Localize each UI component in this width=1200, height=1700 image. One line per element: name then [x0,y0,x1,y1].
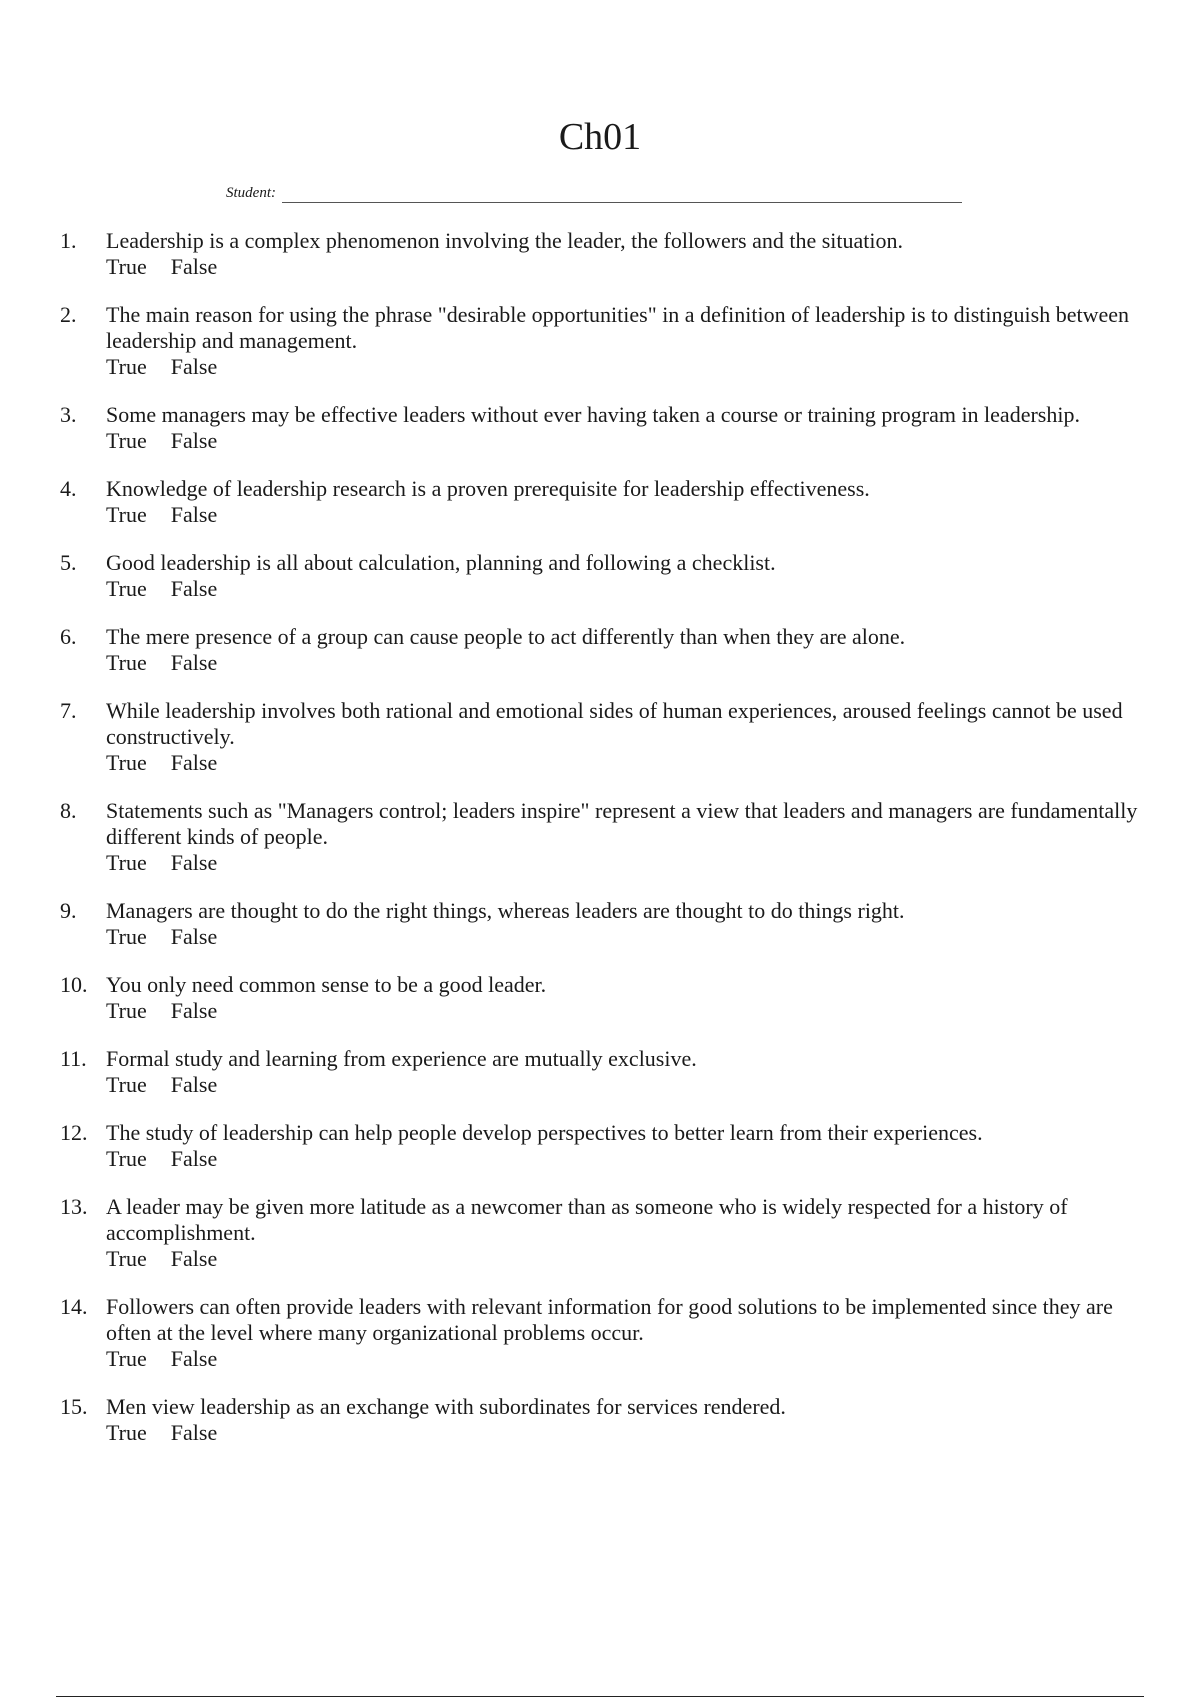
answer-option-false[interactable]: False [170,354,218,379]
question-text: While leadership involves both rational and emotional sides of human experiences, aroused feelings cannot be used constructively. [106,698,1123,749]
student-label: Student: [226,185,276,201]
question-number: 14. [60,1294,88,1319]
student-name-line[interactable] [282,184,962,203]
answer-option-false[interactable]: False [170,1420,218,1445]
question-item [60,1394,1140,1446]
answer-option-false[interactable]: False [170,998,218,1023]
answer-option-true[interactable]: True [106,502,147,527]
answer-option-true[interactable]: True [106,428,147,453]
question-body [106,402,1140,454]
answer-option-false[interactable]: False [170,254,218,279]
question-text: Formal study and learning from experience are mutually exclusive. [106,1046,697,1071]
question-number: 9. [60,898,77,923]
answer-option-true[interactable]: True [106,924,147,949]
question-item [60,898,1140,950]
question-body [106,1194,1140,1272]
question-body [106,302,1140,380]
answer-options [106,750,1140,776]
question-text: Managers are thought to do the right things, whereas leaders are thought to do things right. [106,898,905,923]
question-text: Some managers may be effective leaders without ever having taken a course or training program in leadership. [106,402,1080,427]
answer-option-true[interactable]: True [106,1420,147,1445]
answer-option-false[interactable]: False [170,576,218,601]
answer-option-false[interactable]: False [170,1246,218,1271]
answer-option-false[interactable]: False [170,1346,218,1371]
student-field [226,183,962,203]
question-item [60,550,1140,602]
question-text: The mere presence of a group can cause people to act differently than when they are alone. [106,624,906,649]
answer-option-true[interactable]: True [106,576,147,601]
answer-option-false[interactable]: False [170,650,218,675]
question-body [106,228,1140,280]
question-number: 11. [60,1046,87,1071]
answer-option-false[interactable]: False [170,502,218,527]
answer-option-true[interactable]: True [106,750,147,775]
question-number: 8. [60,798,77,823]
question-text: The study of leadership can help people develop perspectives to better learn from their experiences. [106,1120,983,1145]
answer-options [106,1346,1140,1372]
question-text: The main reason for using the phrase "desirable opportunities" in a definition of leadership is to distinguish between leadership and management. [106,302,1129,353]
answer-option-true[interactable]: True [106,650,147,675]
answer-option-true[interactable]: True [106,998,147,1023]
question-body [106,550,1140,602]
answer-option-true[interactable]: True [106,354,147,379]
question-body [106,476,1140,528]
answer-option-false[interactable]: False [170,428,218,453]
answer-option-false[interactable]: False [170,850,218,875]
answer-options [106,998,1140,1024]
question-text: Leadership is a complex phenomenon involving the leader, the followers and the situation. [106,228,904,253]
answer-options [106,1072,1140,1098]
question-text: Statements such as "Managers control; leaders inspire" represent a view that leaders and managers are fundamentally different kinds of people. [106,798,1138,849]
question-body [106,1294,1140,1372]
question-item [60,1046,1140,1098]
answer-option-false[interactable]: False [170,1146,218,1171]
question-number: 7. [60,698,77,723]
question-number: 15. [60,1394,88,1419]
question-number: 13. [60,1194,88,1219]
answer-options [106,850,1140,876]
answer-options [106,428,1140,454]
question-text: A leader may be given more latitude as a newcomer than as someone who is widely respected for a history of accomplishment. [106,1194,1068,1245]
answer-options [106,1146,1140,1172]
question-item [60,476,1140,528]
question-item [60,228,1140,280]
question-number: 2. [60,302,77,327]
question-item [60,302,1140,380]
question-number: 6. [60,624,77,649]
answer-option-true[interactable]: True [106,254,147,279]
question-item [60,798,1140,876]
question-number: 4. [60,476,77,501]
answer-options [106,254,1140,280]
page-title: Ch01 [558,116,642,158]
question-item [60,624,1140,676]
answer-option-false[interactable]: False [170,750,218,775]
question-number: 1. [60,228,77,253]
answer-option-true[interactable]: True [106,850,147,875]
question-text: Followers can often provide leaders with relevant information for good solutions to be implemented since they are often at the level where many organizational problems occur. [106,1294,1113,1345]
question-body [106,1120,1140,1172]
question-item [60,402,1140,454]
question-body [106,798,1140,876]
footer-rule [56,1696,1144,1697]
question-body [106,1046,1140,1098]
answer-options [106,502,1140,528]
question-body [106,698,1140,776]
question-text: Men view leadership as an exchange with subordinates for services rendered. [106,1394,786,1419]
question-item [60,1120,1140,1172]
answer-option-true[interactable]: True [106,1072,147,1097]
question-list [60,228,1140,1468]
question-text: You only need common sense to be a good leader. [106,972,547,997]
question-item [60,972,1140,1024]
question-number: 10. [60,972,88,997]
answer-options [106,1420,1140,1446]
question-text: Good leadership is all about calculation, planning and following a checklist. [106,550,776,575]
answer-option-true[interactable]: True [106,1146,147,1171]
question-number: 5. [60,550,77,575]
answer-options [106,650,1140,676]
answer-option-true[interactable]: True [106,1346,147,1371]
question-item [60,698,1140,776]
question-text: Knowledge of leadership research is a proven prerequisite for leadership effectiveness. [106,476,870,501]
answer-options [106,354,1140,380]
answer-option-false[interactable]: False [170,1072,218,1097]
answer-option-true[interactable]: True [106,1246,147,1271]
question-body [106,1394,1140,1446]
question-number: 12. [60,1120,88,1145]
answer-options [106,576,1140,602]
answer-option-false[interactable]: False [170,924,218,949]
question-body [106,898,1140,950]
question-item [60,1294,1140,1372]
question-body [106,624,1140,676]
question-item [60,1194,1140,1272]
question-number: 3. [60,402,77,427]
answer-options [106,1246,1140,1272]
question-body [106,972,1140,1024]
answer-options [106,924,1140,950]
